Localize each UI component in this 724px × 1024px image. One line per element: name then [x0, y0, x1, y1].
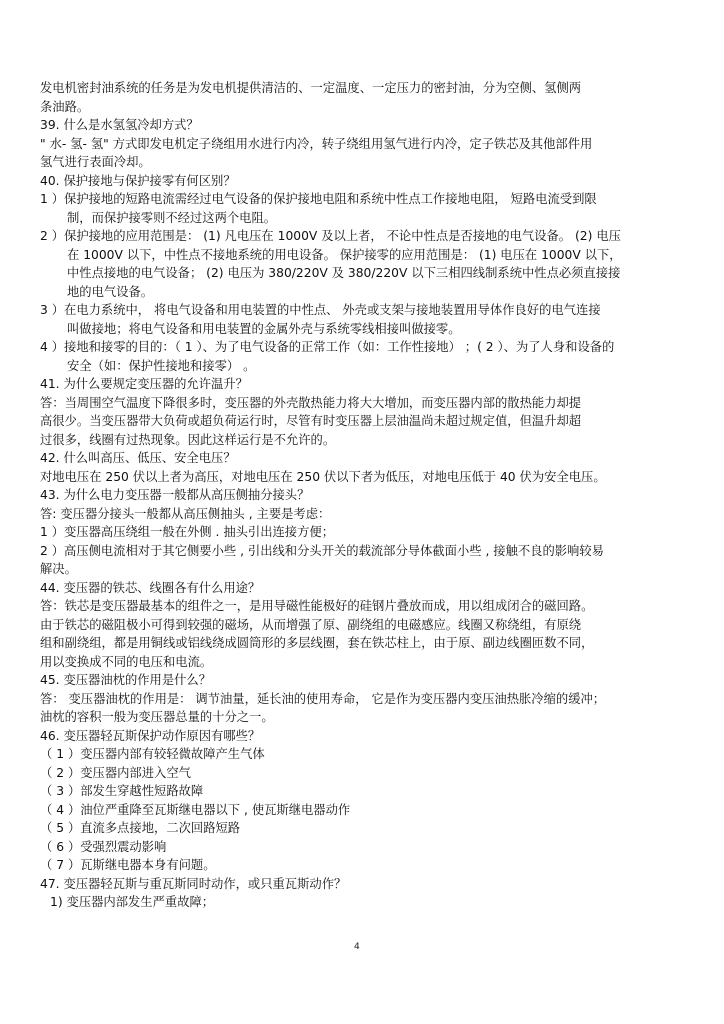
question-heading: 42. 什么叫高压、低压、安全电压？	[40, 451, 236, 465]
text-line: 答： 变压器油枕的作用是： 调节油量，延长油的使用寿命， 它是作为变压器内变压油热胀冷缩的缓冲；	[40, 691, 606, 706]
list-item: 4 ）接地和接零的目的：（ 1 ）、为了电气设备的正常工作（如：工作性接地） ；( 2 ）、为了人身和设备的	[40, 340, 615, 354]
list-item: （ 6 ）受强烈震动影响	[40, 839, 167, 854]
question-heading: 43. 为什么电力变压器一般都从高压侧抽分接头？	[40, 488, 310, 502]
question-heading: 41. 为什么要规定变压器的允许温升？	[40, 377, 248, 391]
question-heading: 40. 保护接地与保护接零有何区别？	[40, 173, 236, 188]
text-line: 由于铁芯的磁阻极小可得到较强的磁场，从而增强了原、副绕组的电磁感应。线圈又称绕组，有原绕	[40, 617, 582, 632]
text-line: 地的电气设备。	[67, 284, 154, 299]
question-heading: 45. 变压器油枕的作用是什么？	[40, 673, 212, 687]
text-line: 在 1000V 以下，中性点不接地系统的用电设备。 保护接零的应用范围是： (1) 电压在 1000V 以下，	[67, 247, 622, 262]
list-item: 2 ）高压侧电流相对于其它侧要小些 , 引出线和分头开关的载流部分导体截面小些 , 接触不良的影响较易	[40, 543, 604, 558]
page-number: 4	[354, 942, 360, 952]
list-item: 1 ）保护接地的短路电流需经过电气设备的保护接地电阻和系统中性点工作接地电阻， 短路电流受到限	[40, 192, 597, 206]
text-line: " 水- 氢- 氢" 方式即发电机定子绕组用水进行内冷，转子绕组用氢气进行内冷，定子铁芯及其他部件用	[40, 136, 593, 151]
list-item: 1) 变压器内部发生严重故障；	[50, 895, 215, 909]
document-page	[40, 79, 690, 912]
list-item: （ 2 ）变压器内部进入空气	[40, 765, 191, 780]
text-line: 答：当周围空气温度下降很多时，变压器的外壳散热能力将大大增加，而变压器内部的散热能力却提	[40, 395, 582, 410]
text-line: 叫做接地；将电气设备和用电装置的金属外壳与系统零线相接叫做接零。	[67, 321, 461, 336]
text-line: 安全（如：保护性接地和接零） 。	[67, 358, 256, 373]
list-item: 3 ）在电力系统中， 将电气设备和用电装置的中性点、 外壳或支架与接地装置用导体作良好的电气连接	[40, 303, 601, 317]
text-line: 用以变换成不同的电压和电流。	[40, 654, 213, 669]
question-heading: 46. 变压器轻瓦斯保护动作原因有哪些？	[40, 728, 261, 743]
text-line: 解决。	[40, 562, 77, 576]
list-item: （ 5 ）直流多点接地，二次回路短路	[40, 821, 241, 835]
text-line: 制，而保护接零则不经过这两个电阻。	[67, 210, 277, 225]
list-item: （ 4 ）油位严重降至瓦斯继电器以下 , 使瓦斯继电器动作	[40, 802, 351, 817]
list-item: 2 ）保护接地的应用范围是： (1) 凡电压在 1000V 及以上者， 不论中性点是否接地的电气设备。 (2) 电压	[40, 229, 621, 243]
question-heading: 44. 变压器的铁芯、线圈各有什么用途？	[40, 580, 261, 595]
text-line: 对地电压在 250 伏以上者为高压，对地电压在 250 伏以下者为低压，对地电压低于 40 伏为安全电压。	[40, 469, 606, 484]
text-line: 发电机密封油系统的任务是为发电机提供清洁的、一定温度、一定压力的密封油，分为空侧、氢侧两	[40, 81, 582, 95]
list-item: （ 1 ）变压器内部有较轻微故障产生气体	[40, 747, 265, 761]
text-line: 过很多，线圈有过热现象。因此这样运行是不允许的。	[40, 432, 336, 447]
question-heading: 47. 变压器轻瓦斯与重瓦斯同时动作，或只重瓦斯动作？	[40, 876, 347, 891]
list-item: 1 ）变压器高压绕组一般在外侧 . 抽头引出连接方便；	[40, 525, 334, 539]
text-line: 油枕的容积一般为变压器总量的十分之一。	[40, 710, 274, 724]
list-item: （ 3 ）部发生穿越性短路故障	[40, 784, 204, 798]
question-heading: 39. 什么是水氢氢冷却方式？	[40, 118, 199, 132]
text-line: 答: 变压器分接头一般都从高压侧抽头 , 主要是考虑：	[40, 506, 331, 521]
text-line: 氢气进行表面冷却。	[40, 155, 151, 169]
text-line: 答：铁芯是变压器最基本的组件之一，是用导磁性能极好的硅钢片叠放而成，用以组成闭合的磁回路。	[40, 599, 594, 613]
text-line: 组和副绕组，都是用铜线或铝线绕成圆筒形的多层线圈，套在铁芯柱上，由于原、副边线圈匝数不同，	[40, 636, 594, 650]
text-line: 条油路。	[40, 99, 90, 114]
text-line: 高很少。当变压器带大负荷或超负荷运行时，尽管有时变压器上层油温尚未超过规定值，但温升却超	[40, 414, 582, 428]
text-line: 中性点接地的电气设备； (2) 电压为 380/220V 及 380/220V 以下三相四线制系统中性点必须直接接	[67, 266, 621, 280]
list-item: （ 7 ）瓦斯继电器本身有问题。	[40, 858, 216, 872]
